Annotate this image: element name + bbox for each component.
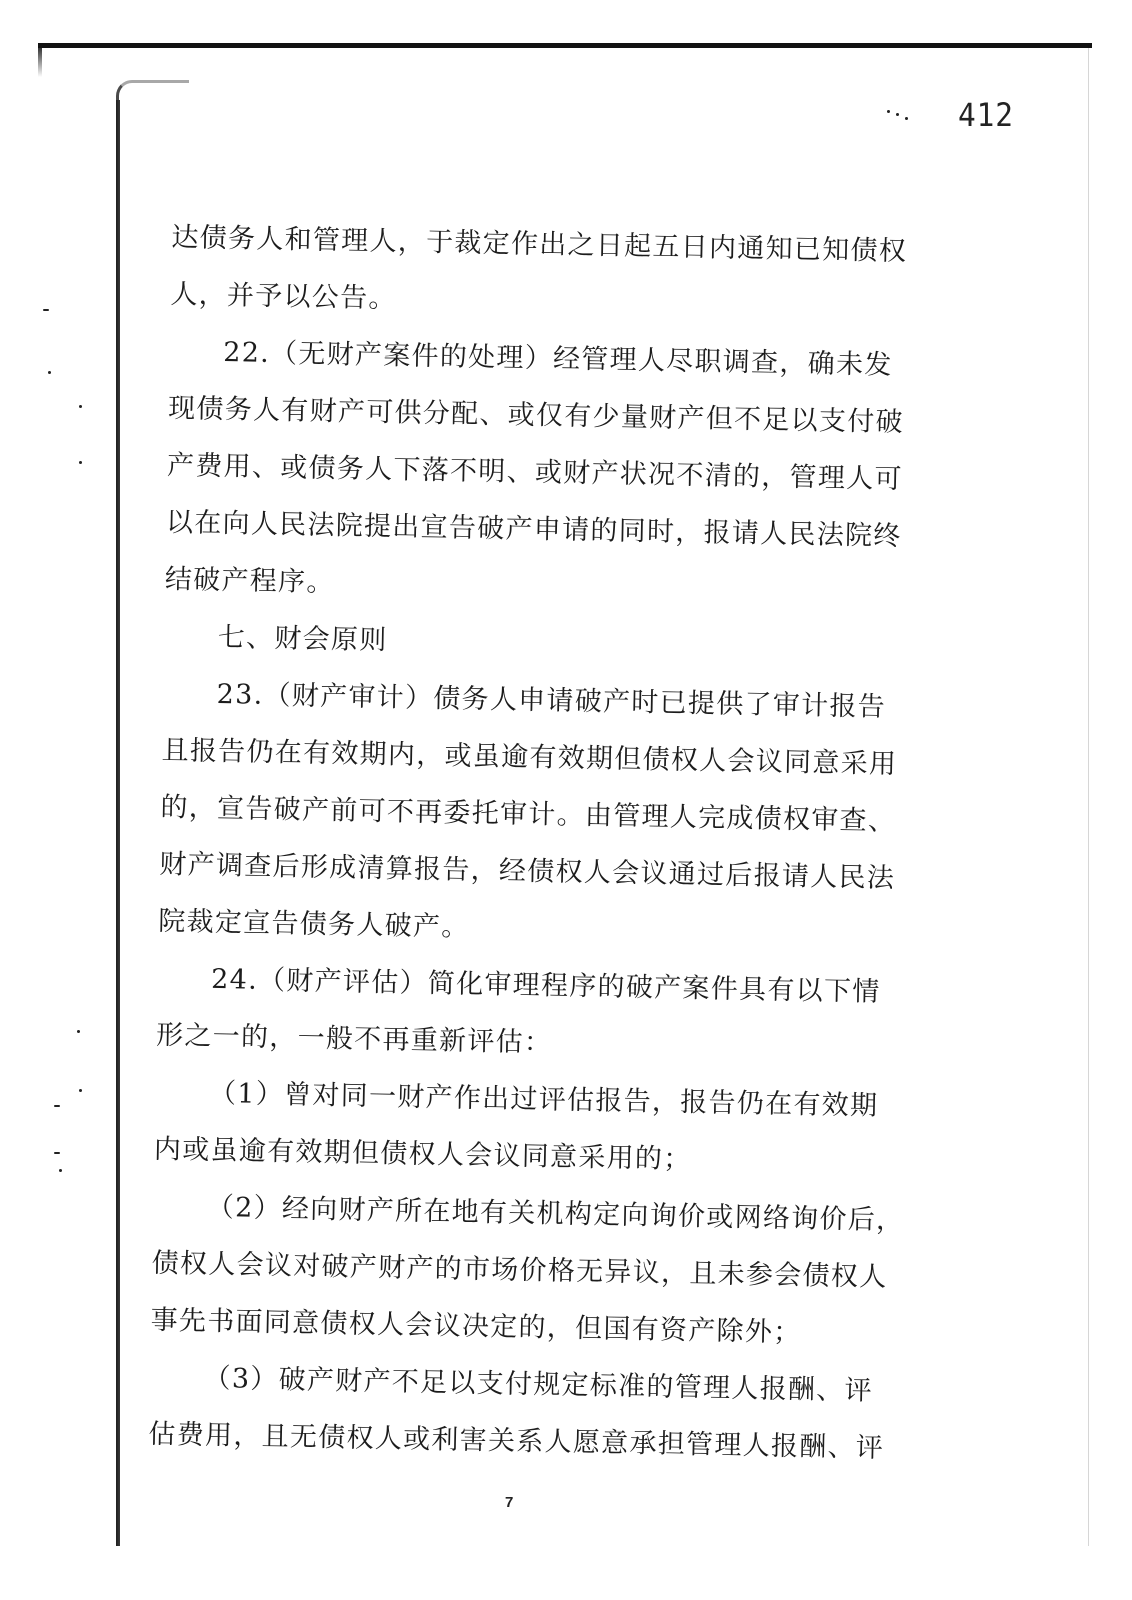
body-line: 的，宣告破产前可不再委托审计。由管理人完成债权审查、: [160, 791, 897, 838]
body-line: 且报告仍在有效期内，或虽逾有效期但债权人会议同意采用: [161, 734, 898, 781]
scan-left-corner: [38, 43, 42, 77]
body-line: 估费用，且无债权人或利害关系人愿意承担管理人报酬、评: [148, 1418, 885, 1464]
body-line: 现债务人有财产可供分配、或仅有少量财产但不足以支付破: [167, 392, 905, 439]
document-body: [148, 209, 952, 1478]
scan-speck: [79, 405, 82, 408]
section-heading: 七、财会原则: [217, 621, 388, 657]
body-line: 形之一的，一般不再重新评估：: [155, 1019, 553, 1059]
stamp-mark: [905, 117, 908, 120]
scan-speck: [48, 371, 51, 374]
body-line: 债权人会议对破产财产的市场价格无异议，且未参会债权人: [151, 1247, 888, 1293]
body-line: 24.（财产评估）简化审理程序的破产案件具有以下情: [210, 963, 881, 1008]
scan-speck: [77, 1030, 80, 1033]
body-line: 人，并予以公告。: [170, 278, 398, 315]
body-line: （2）经向财产所在地有关机构定向询价或网络询价后，: [206, 1191, 905, 1237]
body-line: 院裁定宣告债务人破产。: [158, 905, 470, 943]
page-number: 7: [505, 1494, 514, 1511]
scan-speck: [59, 1169, 62, 1172]
scan-top-border: [38, 43, 1092, 48]
scan-speck: [43, 309, 49, 311]
scan-speck: [54, 1105, 60, 1107]
paper-top-corner: [116, 80, 189, 117]
archive-number: 412: [958, 96, 1014, 134]
paper-left-edge: [116, 100, 120, 1546]
body-line: 内或虽逾有效期但债权人会议同意采用的；: [153, 1133, 692, 1176]
body-line: 23.（财产审计）债务人申请破产时已提供了审计报告: [216, 678, 887, 723]
body-line: 22.（无财产案件的处理）经管理人尽职调查，确未发: [222, 337, 893, 381]
paper-right-edge: [1088, 48, 1089, 1546]
body-line: 事先书面同意债权人会议决定的，但国有资产除外；: [150, 1304, 802, 1349]
body-line: 财产调查后形成清算报告，经债权人会议通过后报请人民法: [159, 848, 896, 895]
body-line: 结破产程序。: [164, 563, 335, 599]
stamp-mark: [887, 110, 890, 113]
scan-speck: [79, 461, 82, 464]
scan-speck: [54, 1152, 60, 1154]
body-line: （3）破产财产不足以支付规定标准的管理人报酬、评: [203, 1362, 874, 1407]
body-line: （1）曾对同一财产作出过评估报告，报告仍在有效期: [208, 1077, 879, 1122]
body-line: 产费用、或债务人下落不明、或财产状况不清的，管理人可: [166, 449, 904, 496]
scan-speck: [79, 1089, 82, 1092]
body-line: 达债务人和管理人，于裁定作出之日起五日内通知已知债权: [171, 221, 908, 268]
stamp-mark: [896, 113, 899, 116]
body-line: 以在向人民法院提出宣告破产申请的同时，报请人民法院终: [165, 506, 902, 553]
